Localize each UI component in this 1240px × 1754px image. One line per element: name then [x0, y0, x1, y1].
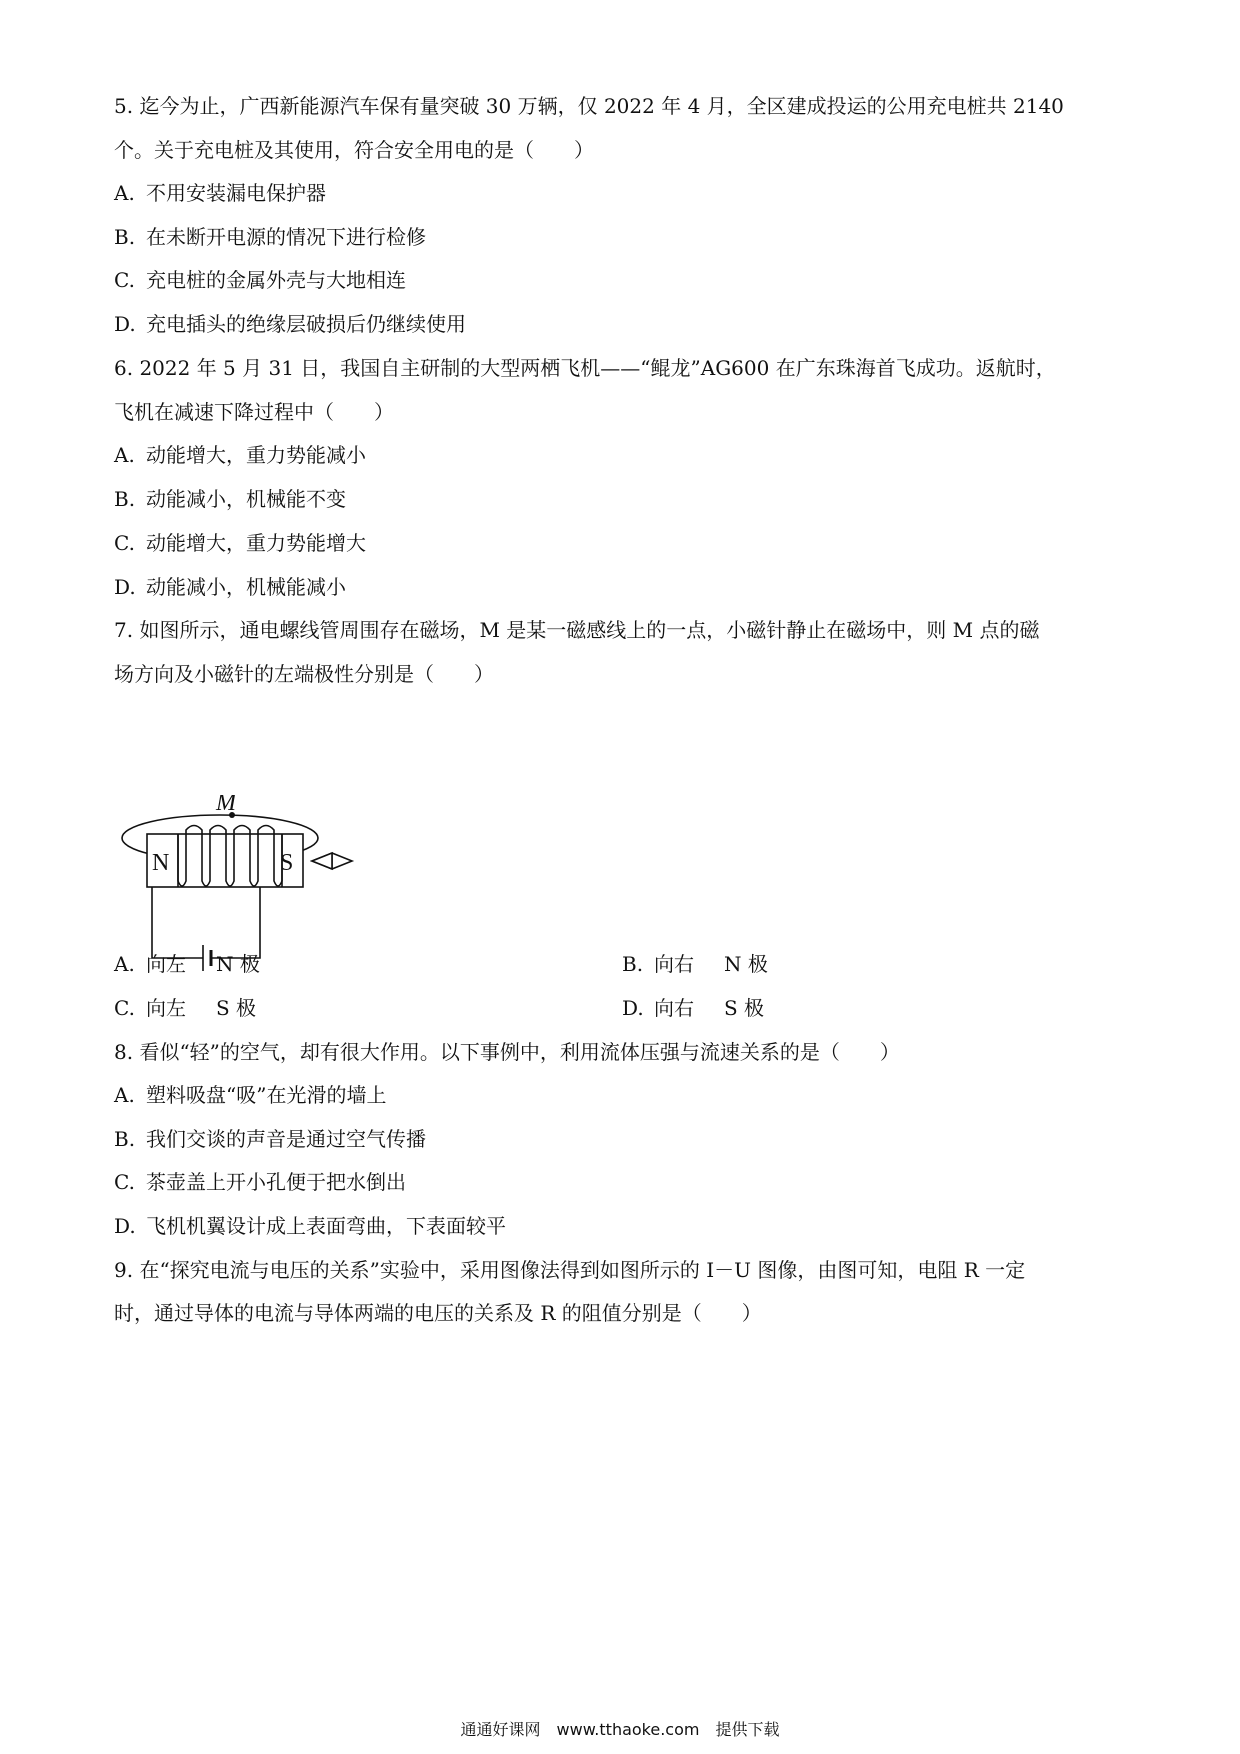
q8-option-c	[114, 1167, 406, 1197]
option-text: 动能增大，重力势能增大	[146, 531, 366, 555]
q6-option-c	[114, 528, 366, 558]
option-letter: C.	[114, 531, 135, 555]
q7-option-c	[114, 993, 256, 1023]
option-text: 我们交谈的声音是通过空气传播	[146, 1127, 426, 1151]
compass-needle	[312, 853, 352, 869]
option-text: 塑料吸盘“吸”在光滑的墙上	[146, 1083, 387, 1107]
option-direction: 向左	[146, 952, 186, 976]
option-letter: A.	[114, 181, 135, 205]
q5-stem-line1: 5. 迄今为止，广西新能源汽车保有量突破 30 万辆，仅 2022 年 4 月，全区建成投运的公用充电桩共 2140	[114, 94, 1064, 118]
solenoid-left-pole-label: N	[152, 850, 170, 876]
option-letter: D.	[114, 575, 136, 599]
q7-stem-line1: 7. 如图所示，通电螺线管周围存在磁场，M 是某一磁感线上的一点，小磁针静止在磁场中，则 M 点的磁	[114, 618, 1040, 642]
option-letter: D.	[114, 312, 136, 336]
option-letter: B.	[622, 952, 644, 976]
option-text: 充电插头的绝缘层破损后仍继续使用	[146, 312, 466, 336]
option-letter: B.	[114, 487, 136, 511]
q5-option-b	[114, 222, 426, 252]
q8-option-b	[114, 1124, 426, 1154]
q6-option-a	[114, 440, 366, 470]
option-pole: N 极	[216, 952, 260, 976]
q9-stem-line1: 9. 在“探究电流与电压的关系”实验中，采用图像法得到如图所示的 I－U 图像，由图可知，电阻 R 一定	[114, 1258, 1026, 1282]
option-pole: N 极	[724, 952, 768, 976]
q6-stem-line1: 6. 2022 年 5 月 31 日，我国自主研制的大型两栖飞机——“鲲龙”AG600 在广东珠海首飞成功。返航时，	[114, 356, 1056, 380]
option-text: 动能减小，机械能不变	[146, 487, 346, 511]
q7-option-a	[114, 949, 260, 979]
option-direction: 向右	[654, 952, 694, 976]
option-text: 充电桩的金属外壳与大地相连	[146, 268, 406, 292]
option-letter: C.	[114, 268, 135, 292]
option-letter: B.	[114, 1127, 136, 1151]
option-letter: B.	[114, 225, 136, 249]
q6-option-b	[114, 484, 346, 514]
option-direction: 向左	[146, 996, 186, 1020]
q6-stem-line2: 飞机在减速下降过程中（ ）	[114, 400, 394, 424]
solenoid-right-pole-label: S	[280, 850, 294, 876]
q8-option-a	[114, 1080, 386, 1110]
option-direction: 向右	[654, 996, 694, 1020]
option-text: 不用安装漏电保护器	[146, 181, 326, 205]
option-text: 飞机机翼设计成上表面弯曲，下表面较平	[146, 1214, 506, 1238]
q9-stem-line2: 时，通过导体的电流与导体两端的电压的关系及 R 的阻值分别是（ ）	[114, 1301, 762, 1325]
option-letter: D.	[622, 996, 644, 1020]
q5-option-a	[114, 178, 326, 208]
page-footer: 通通好课网 www.tthaoke.com 提供下载	[460, 1720, 780, 1739]
option-pole: S 极	[724, 996, 765, 1020]
option-text: 茶壶盖上开小孔便于把水倒出	[146, 1170, 406, 1194]
point-m-label: M	[216, 795, 236, 816]
option-letter: C.	[114, 996, 135, 1020]
q5-option-d	[114, 309, 466, 339]
q7-stem-line2: 场方向及小磁针的左端极性分别是（ ）	[114, 662, 494, 686]
option-letter: A.	[114, 443, 135, 467]
q7-option-b	[622, 949, 768, 979]
q8-option-d	[114, 1211, 506, 1241]
option-letter: C.	[114, 1170, 135, 1194]
option-text: 动能减小，机械能减小	[146, 575, 346, 599]
q6-option-d	[114, 572, 346, 602]
option-letter: D.	[114, 1214, 136, 1238]
option-text: 动能增大，重力势能减小	[146, 443, 366, 467]
q8-stem-line1: 8. 看似“轻”的空气，却有很大作用。以下事例中，利用流体压强与流速关系的是（ ）	[114, 1040, 900, 1064]
option-letter: A.	[114, 1083, 135, 1107]
option-letter: A.	[114, 952, 135, 976]
q5-option-c	[114, 265, 406, 295]
option-pole: S 极	[216, 996, 257, 1020]
q5-stem-line2: 个。关于充电桩及其使用，符合安全用电的是（ ）	[114, 138, 594, 162]
circuit-wires	[152, 887, 260, 958]
q7-option-d	[622, 993, 764, 1023]
option-text: 在未断开电源的情况下进行检修	[146, 225, 426, 249]
